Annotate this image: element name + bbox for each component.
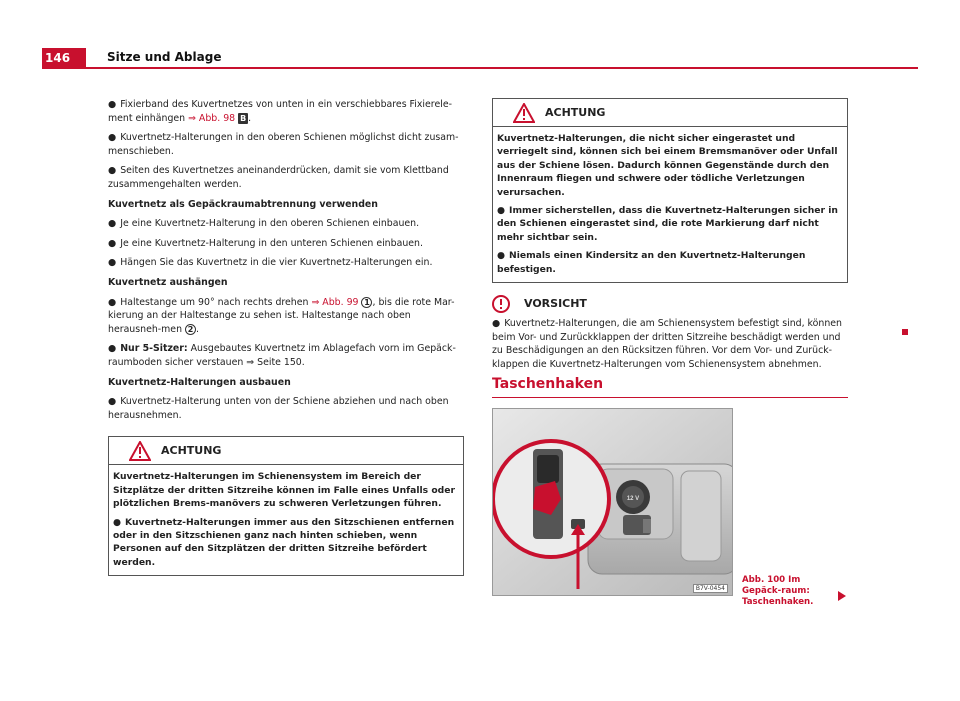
subheading: Kuvertnetz-Halterungen ausbauen bbox=[108, 376, 291, 388]
caution-title: VORSICHT bbox=[524, 297, 587, 311]
page-number: 146 bbox=[42, 48, 86, 68]
warning-body: Kuvertnetz-Halterungen im Schienensystem im Bereich der Sitzplätze der dritten Sitzreihe können im Falle eines Unfalls oder plötzlichen Brems-manövers zu schweren Verletzungen führen. ● Kuvertnetz-Halterungen immer aus den Sitzschienen entfernen oder in den Sitzschienen ganz nach hinten schieben, wenn Personen auf den Sitzplätzen der dritten Sitzreihe befördert werden. bbox=[109, 465, 463, 575]
warning-box bbox=[108, 436, 464, 576]
figure-link[interactable]: ⇒ Abb. 98 bbox=[188, 112, 236, 124]
right-column bbox=[492, 98, 848, 377]
callout-number: 1 bbox=[361, 297, 372, 308]
list-item: ● Kuvertnetz-Halterung unten von der Schiene abziehen und nach oben herausnehmen. bbox=[108, 396, 449, 421]
warning-header bbox=[109, 437, 463, 465]
warning-title: ACHTUNG bbox=[161, 443, 222, 457]
warning-icon bbox=[513, 103, 535, 123]
list-item: ● Fixierband des Kuvertnetzes von unten in ein verschiebbares Fixierele-ment einhängen ⇒ Abb. 98 B . bbox=[108, 99, 452, 124]
list-item: ● Je eine Kuvertnetz-Halterung in den unteren Schienen einbauen. bbox=[108, 237, 423, 249]
next-page-arrow bbox=[838, 591, 846, 601]
list-item: ● Kuvertnetz-Halterungen immer aus den Sitzschienen entfernen oder in den Sitzschienen ganz nach hinten schieben, wenn Personen auf den Sitzplätzen der dritten Sitzreihe befördert werden. bbox=[113, 516, 455, 568]
section-rule bbox=[492, 397, 848, 398]
trunk-illustration bbox=[493, 409, 733, 596]
caution-icon bbox=[492, 295, 510, 313]
list-item: ● Hängen Sie das Kuvertnetz in die vier Kuvertnetz-Halterungen ein. bbox=[108, 257, 433, 269]
list-item: ● Kuvertnetz-Halterungen, die am Schienensystem befestigt sind, können beim Vor- und Zurückklappen der dritten Sitzreihe beschädigt werden und zu Beschädigungen an den Rücksitzen führen. Vor dem Vor- und Zurück-klappen die Kuvertnetz-Halterungen vom Schienensystem abnehmen. bbox=[492, 318, 842, 370]
list-item: ● Nur 5-Sitzer: Ausgebautes Kuvertnetz im Ablagefach vorn im Gepäck-raumboden sicher verstauen ⇒ Seite 150. bbox=[108, 343, 456, 368]
page-title: Sitze und Ablage bbox=[107, 50, 222, 64]
section-title: Taschenhaken bbox=[492, 376, 604, 392]
header-rule bbox=[42, 67, 918, 69]
callout-number: 2 bbox=[185, 324, 196, 335]
warning-body: Kuvertnetz-Halterungen, die nicht sicher eingerastet und verriegelt sind, können sich bei einem Bremsmanöver oder Unfall aus der Schiene lösen. Dadurch können Gegenstände durch den Innenraum fliegen und schwere oder tödliche Verletzungen verursachen. ● Immer sicherstellen, dass die Kuvertnetz-Halterungen sicher in den Schienen eingerastet sind, die rote Markierung darf nicht mehr sichtbar sein. ● Niemals einen Kindersitz an den Kuvertnetz-Halterungen befestigen. bbox=[493, 127, 847, 282]
warning-title: ACHTUNG bbox=[545, 105, 606, 119]
warning-box bbox=[492, 98, 848, 283]
callout-badge: B bbox=[240, 113, 247, 123]
figure-code: B7V-0454 bbox=[693, 584, 728, 593]
caution-header bbox=[492, 295, 848, 313]
list-item: ● Immer sicherstellen, dass die Kuvertnetz-Halterungen sicher in den Schienen eingerastet sind, die rote Markierung darf nicht mehr sichtbar sein. bbox=[497, 205, 838, 243]
figure-caption: Abb. 100 Im Gepäck-raum: Taschenhaken. bbox=[742, 575, 814, 607]
figure-taschenhaken bbox=[492, 408, 733, 596]
list-item: ● Kuvertnetz-Halterungen in den oberen Schienen möglichst dicht zusam-menschieben. bbox=[108, 132, 459, 157]
list-item: ● Seiten des Kuvertnetzes aneinanderdrücken, damit sie vom Klettband zusammengehalten werden. bbox=[108, 165, 449, 190]
list-item: ● Niemals einen Kindersitz an den Kuvertnetz-Halterungen befestigen. bbox=[497, 250, 806, 275]
left-column bbox=[108, 98, 464, 588]
subheading: Kuvertnetz aushängen bbox=[108, 276, 228, 288]
subheading: Kuvertnetz als Gepäckraumabtrennung verwenden bbox=[108, 198, 378, 210]
warning-icon bbox=[129, 441, 151, 461]
list-item: ● Haltestange um 90° nach rechts drehen ⇒ Abb. 99 1 , bis die rote Mar-kierung an der Haltestange zu sehen ist. Haltestange nach oben herausneh-men 2 . bbox=[108, 296, 455, 335]
section-end-marker bbox=[902, 329, 908, 335]
socket-label: 12 V bbox=[626, 496, 640, 502]
warning-header bbox=[493, 99, 847, 127]
list-item: ● Je eine Kuvertnetz-Halterung in den oberen Schienen einbauen. bbox=[108, 218, 420, 230]
figure-link[interactable]: ⇒ Abb. 99 bbox=[311, 296, 359, 308]
